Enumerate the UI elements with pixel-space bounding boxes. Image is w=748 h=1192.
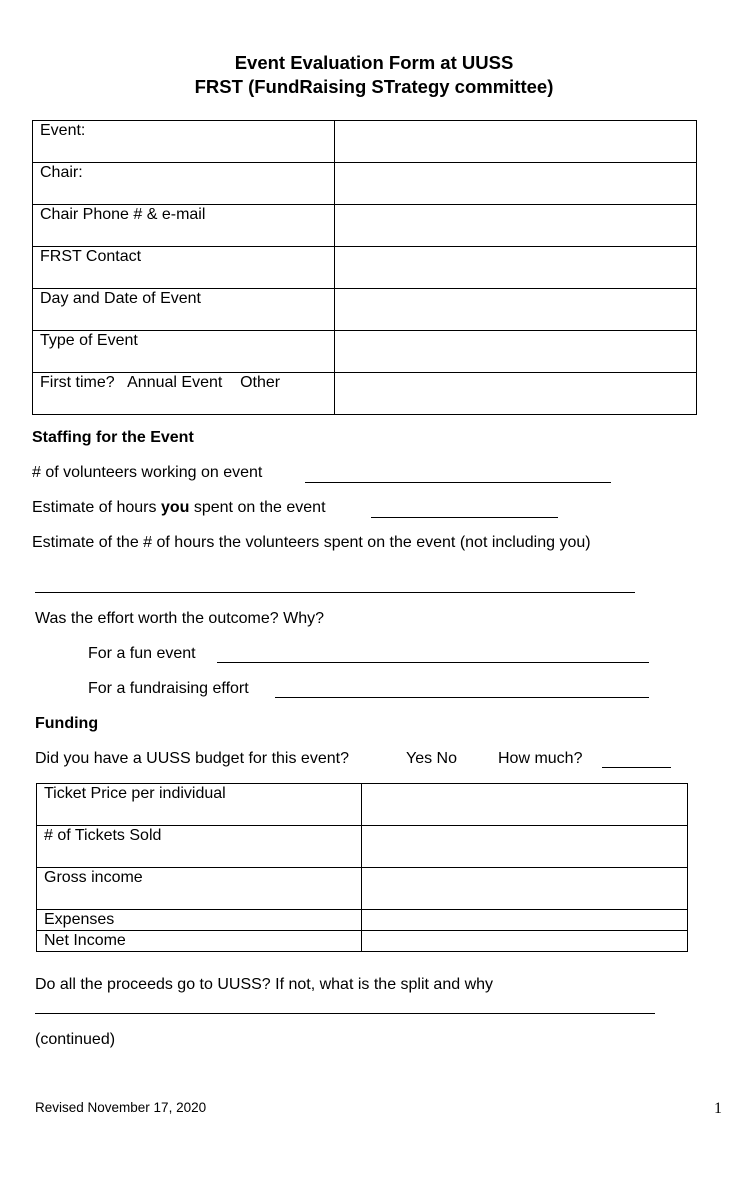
- how-much-label: How much?: [498, 750, 583, 767]
- volunteers-label: # of volunteers working on event: [32, 464, 263, 481]
- hours-you-label: [32, 498, 326, 518]
- hours-volunteers-answer-line[interactable]: [35, 592, 635, 593]
- hours-you-prefix: Estimate of hours: [32, 499, 161, 516]
- page-number: 1: [714, 1100, 722, 1117]
- table-row: [37, 868, 688, 910]
- table-row: [37, 826, 688, 868]
- funding-heading: Funding: [35, 715, 99, 732]
- table-row: [33, 163, 697, 205]
- fundraising-label: For a fundraising effort: [88, 680, 249, 697]
- event-label: Event:: [33, 121, 335, 163]
- event-date-label: Day and Date of Event: [33, 289, 335, 331]
- table-row: [33, 289, 697, 331]
- how-much-answer-line[interactable]: [602, 767, 671, 768]
- funding-table: [36, 783, 688, 952]
- ticket-price-value[interactable]: [362, 784, 688, 826]
- chair-value[interactable]: [335, 163, 697, 205]
- ticket-price-label: Ticket Price per individual: [37, 784, 362, 826]
- event-info-table: [32, 120, 697, 415]
- revised-date: Revised November 17, 2020: [35, 1100, 207, 1115]
- table-row: [33, 331, 697, 373]
- net-income-value[interactable]: [362, 931, 688, 952]
- table-row: [33, 373, 697, 415]
- fundraising-answer-line[interactable]: [275, 697, 649, 698]
- expenses-label: Expenses: [37, 910, 362, 931]
- table-row: [33, 247, 697, 289]
- hours-you-answer-line[interactable]: [371, 517, 558, 518]
- frst-contact-value[interactable]: [335, 247, 697, 289]
- chair-contact-label: Chair Phone # & e-mail: [33, 205, 335, 247]
- chair-contact-value[interactable]: [335, 205, 697, 247]
- proceeds-question: Do all the proceeds go to UUSS? If not, what is the split and why: [35, 976, 494, 993]
- gross-income-value[interactable]: [362, 868, 688, 910]
- budget-question: Did you have a UUSS budget for this event?: [35, 750, 349, 767]
- frst-contact-label: FRST Contact: [33, 247, 335, 289]
- net-income-label: Net Income: [37, 931, 362, 952]
- tickets-sold-value[interactable]: [362, 826, 688, 868]
- event-frequency-value[interactable]: [335, 373, 697, 415]
- event-type-value[interactable]: [335, 331, 697, 373]
- event-type-label: Type of Event: [33, 331, 335, 373]
- proceeds-answer-line[interactable]: [35, 1013, 655, 1014]
- chair-label: Chair:: [33, 163, 335, 205]
- table-row: [37, 784, 688, 826]
- tickets-sold-label: # of Tickets Sold: [37, 826, 362, 868]
- hours-you-suffix: spent on the event: [189, 499, 326, 516]
- form-subtitle: FRST (FundRaising STrategy committee): [194, 76, 554, 97]
- staffing-heading: Staffing for the Event: [32, 429, 194, 446]
- event-date-value[interactable]: [335, 289, 697, 331]
- table-row: [37, 910, 688, 931]
- volunteers-answer-line[interactable]: [305, 482, 611, 483]
- expenses-value[interactable]: [362, 910, 688, 931]
- hours-volunteers-label: Estimate of the # of hours the volunteers spent on the event (not including you): [32, 534, 591, 551]
- table-row: [33, 205, 697, 247]
- hours-you-emphasis: you: [160, 499, 190, 516]
- fun-event-label: For a fun event: [88, 645, 196, 662]
- form-title: Event Evaluation Form at UUSS: [234, 52, 514, 73]
- fun-event-answer-line[interactable]: [217, 662, 649, 663]
- budget-yes-no[interactable]: Yes No: [406, 750, 457, 767]
- worth-question: Was the effort worth the outcome? Why?: [35, 610, 325, 627]
- event-value[interactable]: [335, 121, 697, 163]
- table-row: [33, 121, 697, 163]
- event-frequency-label: First time? Annual Event Other: [33, 373, 335, 415]
- gross-income-label: Gross income: [37, 868, 362, 910]
- table-row: [37, 931, 688, 952]
- continued-note: (continued): [35, 1031, 116, 1048]
